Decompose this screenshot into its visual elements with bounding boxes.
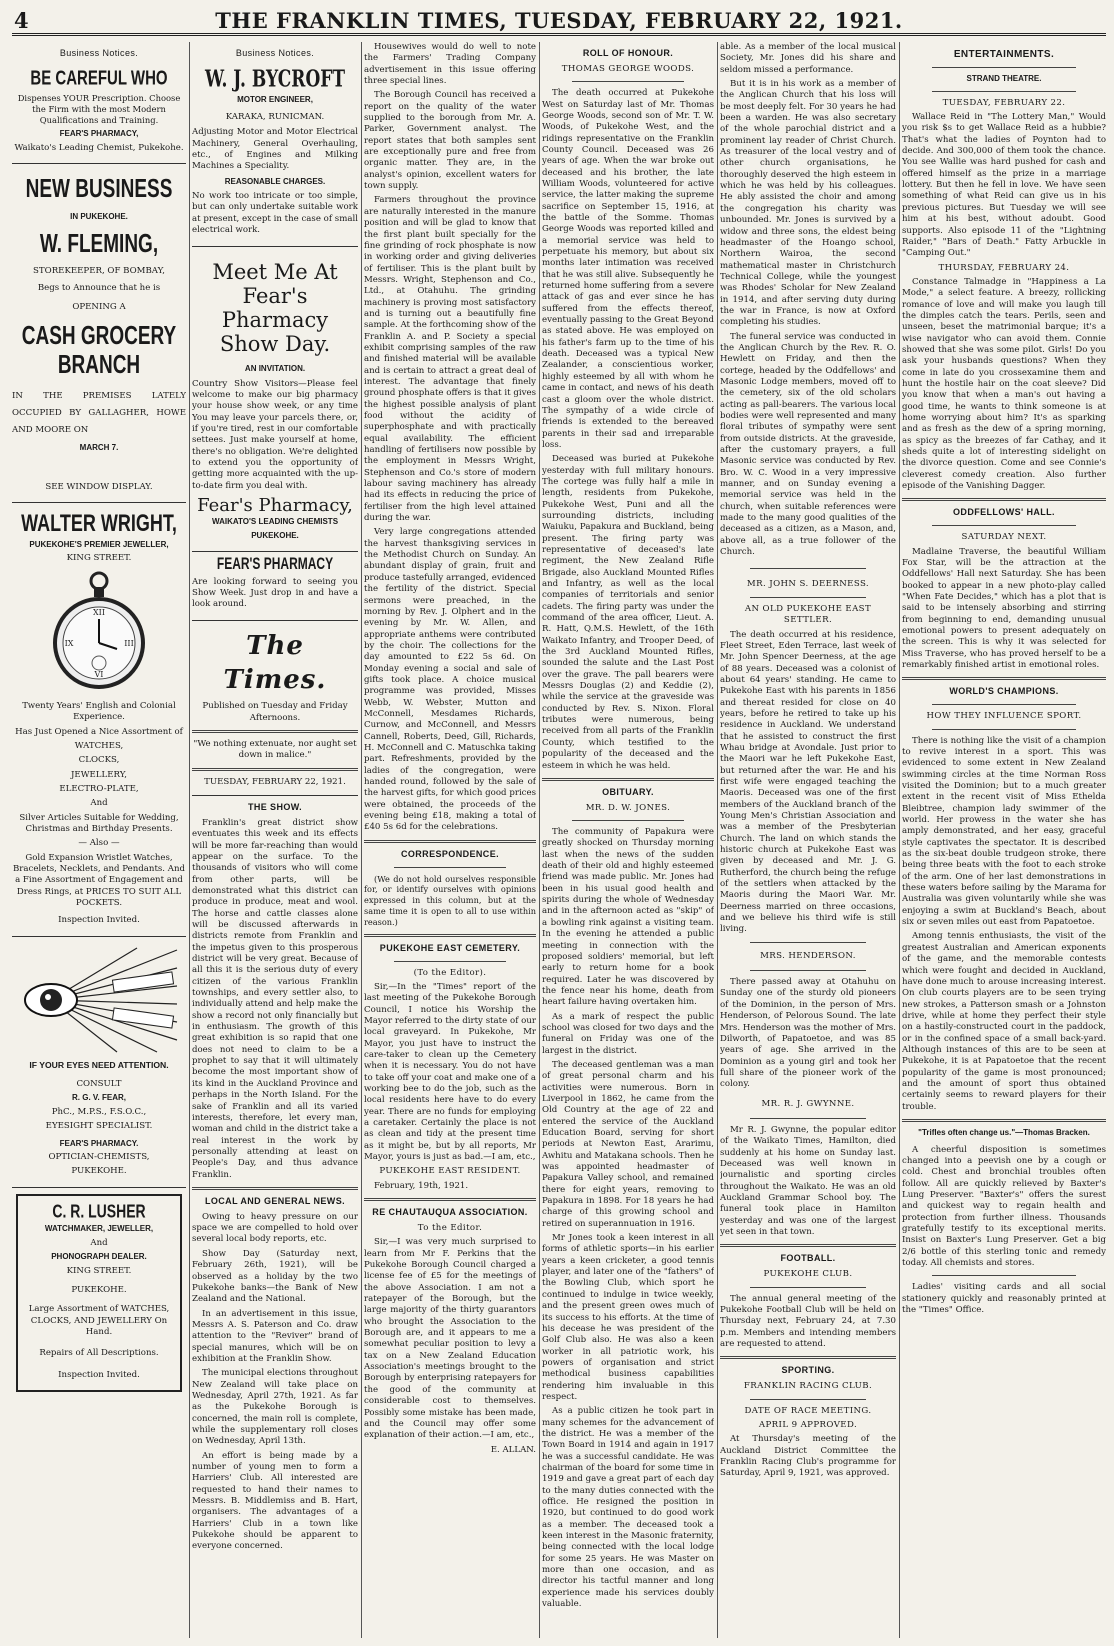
svg-text:IX: IX <box>64 638 74 648</box>
column-divider <box>899 42 900 1638</box>
ad-body: Begs to Announce that he is <box>37 282 161 293</box>
article-body: An effort is being made by a number of young men to form a Harriers' Club. All interested are requested to hand their names to Messrs. B. Middlemiss and B. Hart, organisers. The advantages of a Harriers' Club in a town like Pukekohe should be apparent to everyone concerned. <box>192 1450 358 1552</box>
ad-body: And <box>90 1237 108 1248</box>
svg-text:XII: XII <box>92 607 106 617</box>
article-heading: WORLD'S CHAMPIONS. <box>949 686 1059 697</box>
ad-subline: WATCHMAKER, JEWELLER, <box>44 1224 154 1234</box>
ad-name: W. FLEMING, <box>39 230 159 260</box>
obituary-name: MR. D. W. JONES. <box>585 802 671 813</box>
ad-title: IF YOUR EYES NEED ATTENTION. <box>29 1059 169 1070</box>
article-body: The death occurred at his residence, Fleet Street, Eden Terrace, last week of Mr. John Spencer Deerness, at the age of 88 years. Deceased was a colonist of about 64 years' standing. He came to Pukekohe East with his parents in 1856 and thereat resided for close on 40 years, before he retired to take up his residence in Auckland. We understand that he assisted to construct the first Whau bridge at Avondale. Just prior to the Maori war he left Pukekohe East, but returned after the war. He and his first wife were engaged teaching the Maoris. Deceased was one of the first members of the Auckland branch of the Young Men's Christian Association and was a member of the Presbyterian Church. The land on which stands the historic church at Pukekohe East was given by deceased and Mr. J. G. Rutherford, the church being the refuge of the settlers when attacked by the Maoris during the Maori War. Mr. Deerness married on three occasions, and we believe his third wife is still living. <box>720 629 896 935</box>
article-body: The municipal elections throughout New Zealand will take place on Wednesday, April 27th, 1921. As far as the Pukekohe Borough is concerned, the main roll is complete, while the supplementary roll closes on Wednesday, April 13th. <box>192 1368 358 1447</box>
article-body: But it is in his work as a member of the Anglican Church that his loss will be most deeply felt. For 30 years he had been a warden. He was also secretary of the whole parochial district and a prominent lay reader of Christ Church. As treasurer of the local vestry and of other church organisations, he thoroughly deserved the high esteem in which he was held by his colleagues. He ably assisted the choir and among the congregation his charity was unbounded. Mr. Jones is survived by a widow and three sons, the eldest being headmaster of the Hoango school, Northern Wairoa, the second mathematical master in Christchurch Technical College, while the youngest was Rhodes' Scholar for New Zealand in 1914, and after serving duty during the war in France, is now at Oxford completing his studies. <box>720 79 896 328</box>
motto: "We nothing extenuate, nor aught set down in malice." <box>193 739 357 761</box>
letter-signature: E. ALLAN. <box>490 1444 536 1455</box>
article-body: Among tennis enthusiasts, the visit of the greatest Australian and American exponents of the game, and the memorable contests which were fought and decided in Auckland, have done much to arouse increasing interest. On club courts players are to be seen trying new strokes, a Patterson smash or a Johnston drive, while at home they perfect their style on a hastily-constructed court in the paddock, or in the confined space of a small back-yard. Although instances of this are to be seen at Pukekohe, it is at Papatoetoe that the recent popularity of the game is most pronounced; and the amount of sport thus obtained certainly seems to reward players for their trouble. <box>902 931 1106 1112</box>
ad-bycroft <box>192 64 358 247</box>
article-body: Constance Talmadge in "Happiness a La Mode," a select feature. A breezy, rollicking romance of love and will make you laugh till the dimples catch the tears. Perils, seen and unseen, beset the matrimonial barque; it's a wise navigator who can avoid them. Connie showed that she was some pilot. Girls! Do you ask your husbands questions? When they come in late do you crossexamine them and hunt the hostile hair on the coat sleeve? Did you know that when a man's out having a good time, he wants to think someone is at home worrying about him? It's as sparking and as fresh as the dew of a spring morning, as spicy as the breezes of far Cathay, and it sheds quite a lot of interesting sidelight on the divorce question. Come and see Connie's cleverest comedy creation. Also further episode of the Vanishing Dagger. <box>902 276 1106 492</box>
wright-item: JEWELLERY, <box>70 769 127 780</box>
article-body: Mr R. J. Gwynne, the popular editor of the Waikato Times, Hamilton, died suddenly at his home on Sunday last. Deceased was well known in journalistic and sporting circles throughout the Waikato. He was an old Auckland Grammar School boy. The funeral took place in Hamilton yesterday and was one of the largest yet seen in that town. <box>720 1124 896 1237</box>
wright-item: CLOCKS, <box>78 755 120 766</box>
ad-title: FEAR'S PHARMACY <box>216 554 334 573</box>
newspaper-title: THE FRANKLIN TIMES, TUESDAY, FEBRUARY 22, 1921. <box>215 8 903 33</box>
section-heading: Business Notices. <box>235 48 315 58</box>
article-body: Show Day (Saturday next, February 26th, 1921), will be observed as a holiday by the two Pukekohe banks—the Bank of New Zealand and the National. <box>192 1248 358 1305</box>
article-body: The community of Papakura were greatly shocked on Thursday morning last when the news of the sudden death of their old and highly esteemed friend was made public. Mr. Jones had been in his usual good health and spirits during the whole of Wednesday and in the afternoon acted as "skip" of a bowling rink against a visiting team. In the evening he attended a public meeting in connection with the proposed soldiers' memorial, but left early to return home for a book required. Later he was discovered by the fence near his home, death from heart failure having overtaken him. <box>542 827 714 1008</box>
ad-body: Dispenses YOUR Prescription. Choose the Firm with the most Modern Qualifications and Training. <box>17 92 181 125</box>
article-body: As a public citizen he took part in many schemes for the advancement of the district. He was a member of the Town Board in 1914 and again in 1917 he was a successful candidate. He was chairman of the board for some time in 1919 and gave a great part of each day to the many duties connected with the office. He resigned the position in 1920, but continued to do good work as a member. The deceased took a keen interest in the Masonic fraternity, being connected with the local lodge for some 25 years. He was Master on more than one occasion, and as director his tactful manner and long experience made his services doubly valuable. <box>542 1406 714 1610</box>
ad-name: R. G. V. FEAR, <box>72 1093 126 1103</box>
letter-body: Sir,—In the "Times" report of the last meeting of the Pukekohe Borough Council, I notice his Worship the Mayor referred to the dirty state of our local graveyard. In Pukekohe, Mr Mayor, you just have to instruct the care-taker to clean up the Cemetery when it is necessary. You do not have to take off your coat and make one of a working bee to do the job, such as the local residents here have to do every year. There are no funds for employing a caretaker. Certainly the place is not as clean and tidy at the present time as it might be, but by all reports, Mr Mayor, yours is just as bad.—I am, etc., <box>364 981 536 1163</box>
dateline: TUESDAY, FEBRUARY 22, 1921. <box>204 776 346 787</box>
ad-body: Gold Expansion Wristlet Watches, Bracelets, Necklets, and Pendants. And a Fine Assortment of Engagement and Dress Rings, at PRICES TO SUIT ALL POCKETS. <box>12 852 186 908</box>
obituary-name: MRS. HENDERSON. <box>760 950 856 961</box>
article-body: Farmers throughout the province are naturally interested in the manure position and will be glad to know that the first plant built specially for the fine grinding of rock phosphate is now in working order and giving deliveries of fertiliser. This is the plant built by Messrs. Wright, Stephenson and Co., Ltd., at Otahuhu. The grinding machinery is proving most satisfactory and is turning out a beautifully fine sample. At the forthcoming show of the Franklin A. and P. Society a special exhibit comprising samples of the raw and finished material will be available and is certain to attract a great deal of interest. The advantage that finely ground phosphate offers is that it gives the highest possible analysis of plant food without the acidity of superphosphate and with practically equal availability. The efficient handling of fertilisers now possible by the employment in Messrs Wright, Stephenson and Co.'s store of modern labour saving machinery has already had its effects in reducing the price of fertiliser from the high level attained during the war. <box>364 195 536 524</box>
column-2 <box>192 42 358 1638</box>
ad-body: OPENING A <box>72 302 126 313</box>
ad-title: NEW BUSINESS <box>25 175 173 204</box>
masthead <box>12 6 1106 36</box>
ad-body: STOREKEEPER, OF BOMBAY, <box>33 265 165 276</box>
obituary-name: MR. JOHN S. DEERNESS. <box>746 579 870 590</box>
ad-date: MARCH 7. <box>79 443 119 453</box>
ad-footer: Inspection Invited. <box>58 1369 140 1380</box>
ad-body: Twenty Years' English and Colonial Experience. <box>22 700 176 723</box>
article-heading: SPORTING. <box>781 1365 835 1376</box>
article-body: The funeral service was conducted in the Anglican Church by the Rev. R. O. Hewlett on Friday, and then the cortege, headed by the Oddfellows' and Masonic Lodge members, moved off to the cemetery, six of the old scholars acting as pall-bearers. The various local bodies were well represented and many floral tributes of sympathy were sent from outside districts. At the graveside, after the customary prayers, a full Masonic service was conducted by Rev. Bro. W. C. Wood in a very impressive manner, and on Sunday evening a memorial service was held in the church, when suitable references were made to the many good qualities of the deceased as a citizen, as a Mason, and, above all, as a true follower of the Church. <box>720 331 896 558</box>
column-1 <box>12 42 186 1638</box>
ad-body: Repairs of All Descriptions. <box>39 1348 159 1359</box>
column-divider <box>539 42 540 1638</box>
ad-body: A cheerful disposition is sometimes changed into a peevish one by a cough or cold. Chest and bronchial troubles often follow. All are quickly relieved by Baxter's Lung Preserver. "Baxter's" offers the surest and quickest way to regain health and protection from further illness. Thousands gratefully testify to its exceptional merits. Insist on Baxter's Lung Preserver. Get a big 2/6 bottle of this sterling tonic and remedy today. All chemists and stores. <box>902 1144 1106 1268</box>
column-divider <box>361 42 362 1638</box>
venue-name: STRAND THEATRE. <box>966 74 1042 84</box>
ad-body: OPTICIAN-CHEMISTS, <box>48 1152 150 1163</box>
column-4 <box>542 42 714 1638</box>
club-name: FRANKLIN RACING CLUB. <box>743 1381 873 1392</box>
section-heading: Business Notices. <box>59 48 139 58</box>
ad-signature: FEAR'S PHARMACY, <box>59 128 139 138</box>
ad-body: CONSULT <box>76 1079 122 1090</box>
editor-note: (We do not hold ourselves responsible for, or identify ourselves with opinions expressed in this column, but at the same time it is open to all to use within reason.) <box>364 873 536 927</box>
ad-title: WALTER WRIGHT, <box>21 509 177 537</box>
svg-text:VI: VI <box>94 669 104 679</box>
show-date: THURSDAY, FEBRUARY 24. <box>938 262 1070 273</box>
article-heading: PUKEKOHE EAST CEMETERY. <box>379 942 521 953</box>
ad-subline: Waikato's Leading Chemist, Pukekohe. <box>14 142 184 153</box>
page-number: 4 <box>14 8 29 33</box>
ad-lusher <box>16 1194 182 1392</box>
ad-body: — Also — <box>78 838 120 849</box>
column-divider <box>717 42 718 1638</box>
article-heading: ENTERTAINMENTS. <box>953 49 1055 60</box>
article-heading: FOOTBALL. <box>780 1253 836 1264</box>
column-divider <box>189 42 190 1638</box>
club-name: PUKEKOHE CLUB. <box>763 1269 853 1280</box>
letter-signature: PUKEKOHE EAST RESIDENT. <box>379 1166 521 1177</box>
article-body: Franklin's great district show eventuates this week and its effects will be more far-reaching than would appear on the surface. To the thousands of visitors who will come from other parts, will be demonstrated what this district can produce in produce, meat and wool. The horse and cattle classes alone will be discussed afterwards in districts remote from Franklin and the impetus given to this prosperous district will be very great. Because of all this it is the serious duty of every citizen of the various Franklin townships, and every settler also, to individually attend and help make the show a record not only financially but in enthusiasm. The growth of this great exhibition is so rapid that one does not need to claim to be a prophet to say that it will ultimately become the most important show of its kind in the Auckland Province and perhaps in the North Island. For the sake of Franklin and all its varied interests, therefore, let every man, woman and child in the district take a real interest in the work by personally attending at least on People's Day, and thus advance Franklin. <box>192 817 358 1180</box>
article-body: The death occurred at Pukekohe West on Saturday last of Mr. Thomas George Woods, second son of Mr. T. W. Woods, of Pukekohe West, and the ridings representative on the Franklin County Council. Deceased was 26 years of age. When the war broke out deceased and his brother, the late William Woods, volunteered for active service, the latter making the supreme sacrifice on September 15, 1916, at the battle of the Somme. Thomas George Woods was reported killed and a memorial service was held to perpetuate his memory, but about six months later intimation was received that he was still alive. Subsequently he returned home suffering from a severe attack of gas and ever since he has suffered from the effects thereof, eventually passing to the Great Beyond as stated above. He was employed on his father's farm up to the time of his death. Deceased was a typical New Zealander, a conscientious worker, highly esteemed by all with whom he came in contact, and news of his death cast a gloom over the whole district. The sympathy of a wide circle of friends is extended to the bereaved parents in their sad and irreparable loss. <box>542 88 714 450</box>
article-body: Wallace Reid in "The Lottery Man," Would you risk $s to get Wallace Reid as a hubbie? That's what the ladies of Poynton had to decide. And 300,000 of them took the chance. You see Wallie was hard pushed for cash and offered himself as the prize in a marriage lottery. But then he fell in love. We have seen something of what Reid can give us in his previous pictures. But Tuesday we will see him at his best, without adoubt. Good supports. Also episode 11 of the "Lightning Raider," "Bars of Death." Fatty Arbuckle in "Camping Out." <box>902 112 1106 259</box>
column-5 <box>720 42 896 1638</box>
ad-walter-wright <box>12 503 186 936</box>
article-body: Owing to heavy pressure on our space we are compelled to hold over several local body reports, etc. <box>192 1211 358 1245</box>
ad-subline: PUKEKOHE'S PREMIER JEWELLER, <box>29 539 169 549</box>
ad-body: Country Show Visitors—Please feel welcome to make our big pharmacy your house show week, or any time You may leave your parcels there, or, if you're tired, rest in our comfortable settees. Just make yourself at home, there's no obligation. We're delighted to extend you the opportunity of getting more acquainted with the up-to-date firm you deal with. <box>192 378 358 491</box>
article-heading: CORRESPONDENCE. <box>400 848 499 859</box>
ad-body: EYESIGHT SPECIALIST. <box>45 1121 153 1132</box>
article-heading: THE SHOW. <box>247 802 303 813</box>
ad-body: Has Just Opened a Nice Assortment of <box>15 726 183 737</box>
ad-fears-forward <box>192 552 358 621</box>
wright-item: WATCHES, <box>74 740 124 751</box>
article-body: The annual general meeting of the Pukekohe Football Club will be held on Thursday next, February 24, at 7.30 p.m. Members and intending members are requested to attend. <box>720 1293 896 1349</box>
ad-fleming <box>12 164 186 503</box>
ad-subline: IN PUKEKOHE. <box>70 211 128 221</box>
article-body: Mr Jones took a keen interest in all forms of athletic sports—in his earlier years a keen cricketer, a good tennis player, and later one of the "fathers" of the Bowling Club, which sport he continued to indulge in twice weekly, and the present green owes much of its success to his efforts. At the time of his decease he was president of the Golf Club also. He was also a keen worker in all patriotic work, his powers of organisation and strict methodical business capabilities rendering him invaluable in this respect. <box>542 1233 714 1402</box>
obituary-subtitle: AN OLD PUKEKOHE EAST SETTLER. <box>744 603 872 626</box>
letter-body: Sir,—I was very much surprised to learn from Mr F. Perkins that the Pukekohe Borough Council charged a license fee of £5 for the meetings of the above Association. I am not a ratepayer of the Borough, but the large majority of the thirty guarantors who brought the Association to the Borough are, and it appears to me a somewhat peculiar position to levy a tax on a New Zealand Education Association's meetings brought to the Borough by enterprising ratepayers for the good of the community at considerable cost to themselves. Possibly some mistake has been made, and the Council may offer some explanation of their action.—I am, etc., <box>364 1237 536 1441</box>
ad-body: Adjusting Motor and Motor Electrical Machinery, General Overhauling, etc., of Engines and Milking Machines a Speciality. <box>192 127 358 172</box>
letter-address: To the Editor. <box>417 1223 483 1234</box>
article-body: Madlaine Traverse, the beautiful William Fox Star, will be the attraction at the Oddfellows' Hall next Saturday. She has been booked to appear in a new photo-play called "When Fate Decides," which has a plot that is said to be intensely absorbing and stirring from beginning to end, demanding unusual emotional powers to present adequately on the screen. This is why it was selected for Miss Traverse, who has proved herself to be a remarkably finished artist in emotional roles. <box>902 546 1106 671</box>
ad-fears-show-day <box>192 247 358 552</box>
show-date: TUESDAY, FEBRUARY 22. <box>942 97 1066 108</box>
obituary-name: MR. R. J. GWYNNE. <box>761 1098 855 1109</box>
eye-sunburst-illustration <box>17 946 181 1054</box>
ad-address: KING STREET. <box>66 553 132 564</box>
ad-footer: Inspection Invited. <box>58 915 140 926</box>
ad-subline: WAIKATO'S LEADING CHEMISTS <box>211 516 339 526</box>
ad-body: PhC., M.P.S., F.S.O.C., <box>51 1106 147 1117</box>
ad-title: W. J. BYCROFT <box>205 66 345 94</box>
ad-title: FEAR'S PHARMACY. <box>59 1138 139 1148</box>
ad-address: PUKEKOHE. <box>251 531 299 541</box>
letter-address: (To the Editor). <box>413 967 487 978</box>
publication-schedule: Published on Tuesday and Friday Afternoons. <box>202 701 348 723</box>
ad-body: IN THE PREMISES LATELY OCCUPIED BY GALLAGHER, HOWE AND MOORE ON <box>12 390 186 436</box>
pocket-watch-icon <box>51 569 147 697</box>
obituary-name: THOMAS GEORGE WOODS. <box>561 63 695 74</box>
article-subtitle: HOW THEY INFLUENCE SPORT. <box>926 711 1082 722</box>
ad-subline: AN INVITATION. <box>244 364 306 374</box>
article-body: able. As a member of the local musical Society, Mr. Jones did his share and seldom missed a performance. <box>720 42 896 75</box>
article-body: Housewives would do well to note the Farmers' Trading Company advertisement in this issue offering three special lines. <box>364 42 536 87</box>
masthead-box <box>192 629 358 796</box>
race-date-heading: DATE OF RACE MEETING. <box>744 1405 872 1416</box>
article-body: Very large congregations attended the harvest thanksgiving services in the Methodist Church on Sunday. An abundant display of grain, fruit and produce tastefully arranged, evidenced the fertility of the district. Special sermons were preached, in the morning by Rev. J. Olphert and in the evening by Mr. W. Allen, and appropriate anthems were contributed by the choir. The collections for the day amounted to £22 5s 6d. On Monday evening a social and sale of gifts took place. A choice musical programme was provided, Misses Webb, W. Webster, Mutton and McConnell, Mesdames Richards, Curnow, and McConnell, and Messrs Cannell, Roberts, Deed, Gill, Richards, H. McConnell and C. Matuschka taking part. Refreshments, provided by the ladies of the congregation, were handed round, followed by the sale of the harvest gifts, for which good prices were obtained, the proceeds of the evening being £18, making a total of £40 5s 6d for the celebrations. <box>364 527 536 833</box>
article-heading: ROLL OF HONOUR. <box>582 48 674 58</box>
race-approval: APRIL 9 APPROVED. <box>758 1419 858 1430</box>
ad-subline: REASONABLE CHARGES. <box>224 176 326 186</box>
wright-item: ELECTRO-PLATE, <box>59 783 139 794</box>
ad-title: C. R. LUSHER <box>52 1199 146 1222</box>
ad-body: Are looking forward to seeing you Show Week. Just drop in and have a look around. <box>192 576 358 610</box>
ad-title: BE CAREFUL WHO <box>30 66 168 90</box>
svg-text:III: III <box>124 638 134 648</box>
ad-title: CASH GROCERY <box>21 321 177 351</box>
times-masthead: The Times. <box>223 630 327 695</box>
ad-body: Large Assortment of WATCHES, CLOCKS, AND JEWELLERY On Hand. <box>28 1304 170 1338</box>
ad-body: Ladies' visiting cards and all social stationery quickly and reasonably printed at the "Times" Office. <box>902 1282 1106 1315</box>
article-body: In an advertisement in this issue, Messrs A. S. Paterson and Co. draw attention to the "Reviver" brand of special manures, which will be on exhibition at the Franklin Show. <box>192 1308 358 1364</box>
article-body: The deceased gentleman was a man of great personal charm and his activities were numerous. Born in Liverpool in 1862, he came from the Old Country at the age of 22 and entered the service of the Auckland Education Board, serving for short periods at Newton East, Ararimu, Awhitu and Matakana schools. Then he was appointed headmaster of Papakura Valley school, and remained there for eight years, removing to Papakura in 1898. For 18 years he had charge of this growing school and retired on superannuation in 1916. <box>542 1059 714 1229</box>
ad-be-careful <box>12 64 186 164</box>
ad-address: KING STREET. <box>66 1265 132 1276</box>
column-6 <box>902 42 1106 1638</box>
ad-subline: PHONOGRAPH DEALER. <box>51 1252 147 1262</box>
article-heading: ODDFELLOWS' HALL. <box>953 507 1055 518</box>
article-body: As a mark of respect the public school was closed for two days and the funeral on Friday was one of the largest in the district. <box>542 1011 714 1056</box>
ad-subline: MOTOR ENGINEER, <box>237 95 313 105</box>
ad-eyes <box>12 937 186 1188</box>
ad-body: Silver Articles Suitable for Wedding, Christmas and Birthday Presents. <box>19 812 179 834</box>
ad-body: PUKEKOHE. <box>71 1166 127 1177</box>
ad-address: KARAKA, RUNICMAN. <box>225 111 325 122</box>
article-heading: RE CHAUTAUQUA ASSOCIATION. <box>372 1207 528 1218</box>
article-body: The Borough Council has received a report on the quality of the water supplied to the borough from Mr. A. Parker, Government analyst. The report states that both samples sent are exceptionally pure and free from organic matter. They are, in the analyst's opinion, excellent waters for town supply. <box>364 90 536 192</box>
ad-title: BRANCH <box>57 350 141 380</box>
article-heading: OBITUARY. <box>602 786 654 797</box>
article-body: There is nothing like the visit of a champion to revive interest in a sport. This was evidenced to some extent in New Zealand swimming circles at the time Norman Ross visited the Dominion; but to a much greater extent in the recent visit of Miss Ethelda Bleibtree, champion lady swimmer of the world. Her prowess in the water she has amply demonstrated, and her easy, graceful style captivates the spectator. It is described as the six-beat double trudgeon stroke, there being three beats with the foot to each stroke of the arm. One of her last demonstrations in these waters before sailing by the Marama for Australia was given voluntarily while she was enjoying a swim at Buckland's Beach, about six or seven miles out east from Papatoetoe. <box>902 735 1106 928</box>
ad-footer: SEE WINDOW DISPLAY. <box>45 481 153 492</box>
article-body: There passed away at Otahuhu on Sunday one of the sturdy old pioneers of the Dominion, in the person of Mrs. Henderson, of Pelorous Sound. The late Mrs. Henderson was the mother of Mrs. Dilworth, of Papatoetoe, and was 85 years of age. She arrived in the Dominion as a young girl and took her full share of the pioneer work of the colony. <box>720 977 896 1090</box>
quote: "Trifles often change us."—Thomas Bracken. <box>918 1127 1090 1137</box>
ad-title: Fear's Pharmacy, <box>197 495 353 517</box>
article-body: Deceased was buried at Pukekohe yesterday with full military honours. The cortege was fully half a mile in length, residents from Pukekohe, Pukekohe West, Puni and all the surrounding districts, including Waiuku, Papakura and Buckland, being present. The firing party was representative of deceased's late regiment, the New Zealand Rifle Brigade, also Auckland Mounted Rifles and Infantry, as well as the local companies of territorials and senior cadets. The firing party was under the command of the area officer, Lieut. A. R. Hatt, Q.M.S. Hewlett, of the 16th Waikato Infantry, and Trooper Deed, of the 3rd Auckland Mounted Rifles, sounded the salute and the Last Post over the grave. The pall bearers were Messrs Douglas (2) and Keddie (2), while the service at the graveside was conducted by Rev. S. Nixon. Floral tributes were numerous, being received from all parts of the Franklin County, which testified to the popularity of the deceased and the esteem in which he was held. <box>542 454 714 771</box>
ad-body: No work too intricate or too simple, but can only undertake suitable work at present, except in the case of small electrical work. <box>192 191 358 236</box>
ad-address: PUKEKOHE. <box>71 1285 127 1296</box>
wright-item: And <box>90 798 108 809</box>
column-3 <box>364 42 536 1638</box>
article-heading: LOCAL AND GENERAL NEWS. <box>204 1195 346 1206</box>
show-date: SATURDAY NEXT. <box>961 532 1047 543</box>
letter-date: February, 19th, 1921. <box>374 1180 469 1191</box>
article-body: At Thursday's meeting of the Auckland District Committee the Franklin Racing Club's programme for Saturday, April 9, 1921, was approved. <box>720 1434 896 1479</box>
ad-title: Meet Me At Fear's Pharmacy Show Day. <box>212 259 338 356</box>
